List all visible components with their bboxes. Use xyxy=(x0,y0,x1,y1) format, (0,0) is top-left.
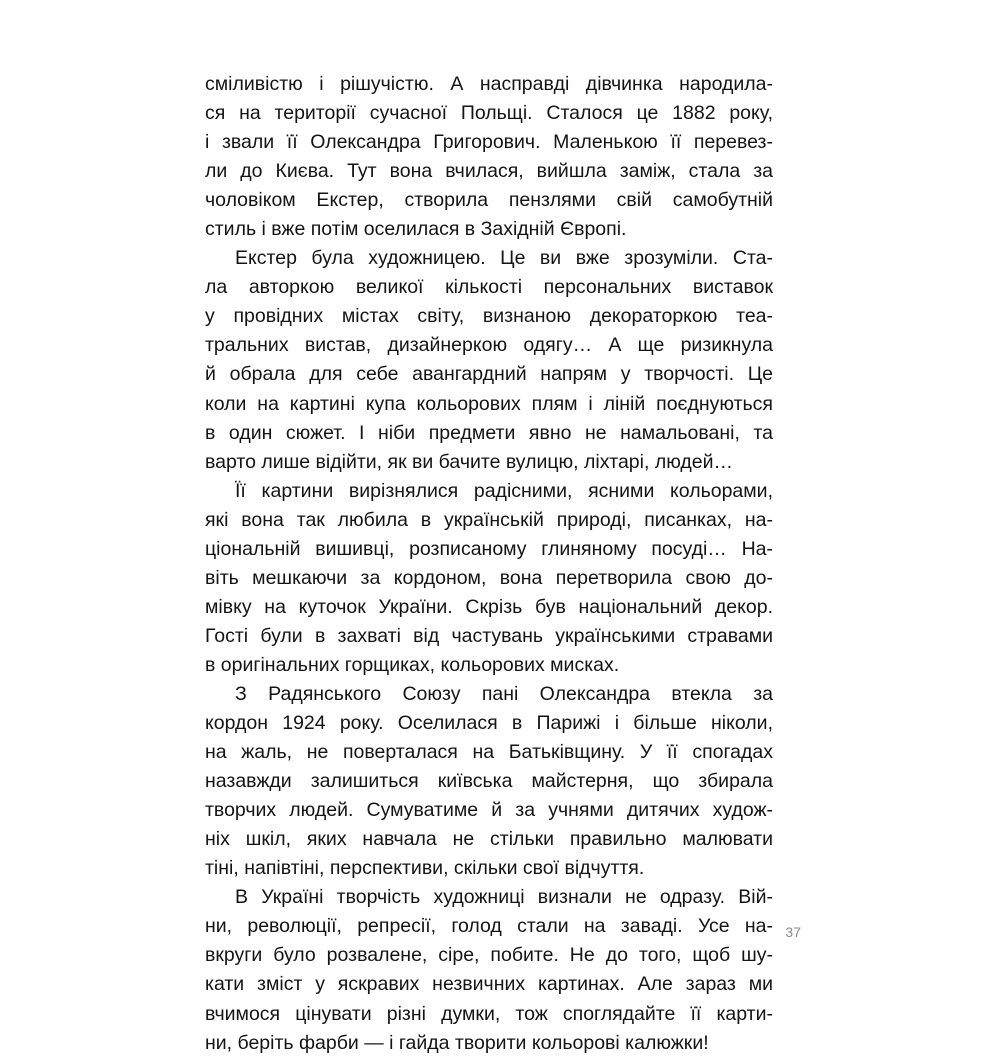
text-line: чоловіком Екстер, створила пензлями свій самобутній xyxy=(205,189,773,212)
text-line: стиль і вже потім оселилася в Західній Європі. xyxy=(205,218,627,241)
text-line: Екстер була художницею. Це ви вже зрозуміли. Ста- xyxy=(235,247,773,270)
text-line: ла авторкою великої кількості персональних виставок xyxy=(205,276,773,299)
paragraph xyxy=(205,70,773,244)
paragraph xyxy=(205,244,773,476)
text-line: ся на території сучасної Польщі. Сталося це 1882 року, xyxy=(205,102,773,125)
page-number: 37 xyxy=(785,924,801,940)
text-line: ціональній вишивці, розписаному глиняному посуді… На- xyxy=(205,537,773,560)
text-line: в один сюжет. І ніби предмети явно не намальовані, та xyxy=(205,421,773,444)
text-line: ни, революції, репресії, голод стали на заваді. Усе на- xyxy=(205,915,773,938)
text-line: вкруги було розвалене, сіре, побите. Не до того, щоб шу- xyxy=(205,944,773,967)
text-line: сміливістю і рішучістю. А насправді дівчинка народила- xyxy=(205,73,773,95)
text-line: віть мешкаючи за кордоном, вона перетворила свою до- xyxy=(205,566,773,589)
text-line: вчимося цінувати різні думки, тож споглядайте її карти- xyxy=(205,1002,773,1025)
text-line: творчих людей. Сумуватиме й за учнями дитячих худож- xyxy=(205,799,773,822)
text-line: на жаль, не поверталася на Батьківщину. У її спогадах xyxy=(205,741,773,764)
text-line: З Радянського Союзу пані Олександра втекла за xyxy=(235,682,773,705)
text-line: тіні, напівтіні, перспективи, скільки свої відчуття. xyxy=(205,857,645,880)
text-line: кордон 1924 року. Оселилася в Парижі і більше ніколи, xyxy=(205,712,773,735)
text-line: коли на картині купа кольорових плям і ліній поєднуються xyxy=(205,392,773,415)
text-line: ніх шкіл, яких навчала не стільки правильно малювати xyxy=(205,828,773,851)
text-line: ни, беріть фарби — і гайда творити кольорові калюжки! xyxy=(205,1031,709,1054)
text-line: в оригінальних горщиках, кольорових мисках. xyxy=(205,653,620,676)
paragraph xyxy=(205,477,773,680)
text-line: мівку на куточок України. Скрізь був національний декор. xyxy=(205,595,773,618)
body-text xyxy=(205,70,773,1058)
text-line: Її картини вирізнялися радісними, ясними кольорами, xyxy=(235,479,773,502)
text-line: й обрала для себе авангардний напрям у творчості. Це xyxy=(205,363,773,386)
text-line: які вона так любила в українській природі, писанках, на- xyxy=(205,508,773,531)
text-line: кати зміст у яскравих незвичних картинах. Але зараз ми xyxy=(205,973,773,996)
text-line: назавжди залишиться київська майстерня, що збирала xyxy=(205,770,773,793)
text-line: і звали її Олександра Григорович. Маленькою її перевез- xyxy=(205,131,773,154)
paragraph xyxy=(205,680,773,883)
text-line: Гості були в захваті від частувань українськими стравами xyxy=(205,624,773,647)
text-line: В Україні творчість художниці визнали не одразу. Вій- xyxy=(235,886,773,909)
text-line: варто лише відійти, як ви бачите вулицю, ліхтарі, людей… xyxy=(205,450,734,473)
text-line: ли до Києва. Тут вона вчилася, вийшла заміж, стала за xyxy=(205,160,773,183)
text-line: у провідних містах світу, визнаною декораторкою теа- xyxy=(205,305,773,328)
text-line: тральних вистав, дизайнеркою одягу… А ще ризикнула xyxy=(205,334,773,357)
paragraph xyxy=(205,883,773,1057)
